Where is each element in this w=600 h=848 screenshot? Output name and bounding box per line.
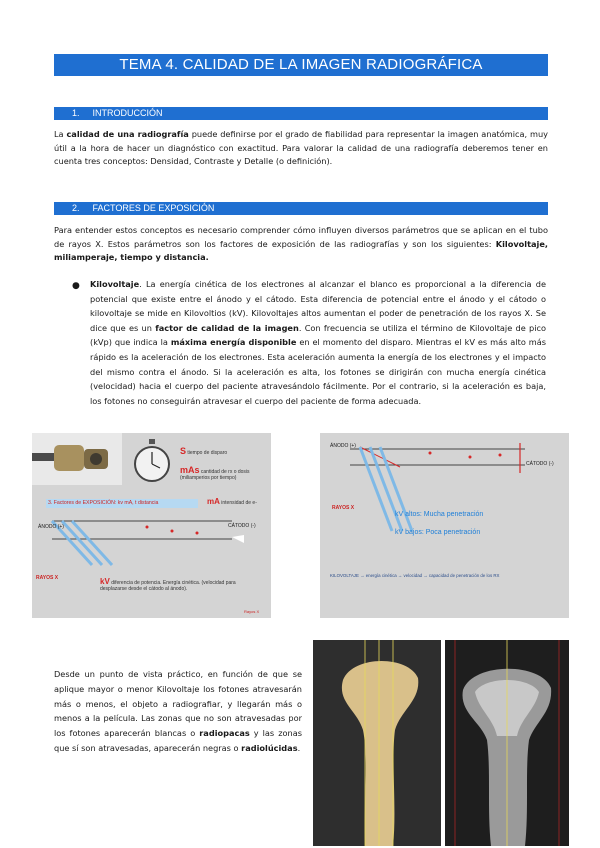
xray-tube-photo	[32, 433, 122, 485]
slide1-rayos: RAYOS X	[36, 575, 59, 581]
section-number: 1.	[72, 108, 80, 118]
section-label: INTRODUCCIÓN	[92, 108, 163, 118]
kv-alto-text: kV altos: Mucha penetración	[395, 511, 484, 518]
section-label: FACTORES DE EXPOSICIÓN	[92, 203, 215, 213]
section-number: 2.	[72, 203, 80, 213]
bottom-text-2: y las zonas que sí son atravesadas, aparecerán negras o	[54, 728, 302, 753]
kv-bold-2: factor de calidad de la imagen	[155, 322, 299, 333]
xray-image	[445, 640, 569, 846]
slide1-foot: Rayos X	[244, 609, 260, 614]
kv-term: Kilovoltaje	[90, 279, 140, 289]
tube-diagram	[32, 509, 271, 579]
factores-list: Kilovoltaje, miliamperaje, tiempo y distancia.	[54, 238, 548, 262]
kv-text-1: . La energía cinética de los electrones al alcanzar el blanco es proporcional a la diferencia de potencial que existe entre el ánodo y el cátodo. Esta diferencia de potencial entre el ánodo y el cátodo o kilovoltaje se mide en Kilovoltios (kV). Kilovoltajes altos aumentan el poder de penetración de los rayos X. Se dice que es un	[90, 279, 546, 333]
ma-text: intensidad de e-	[221, 500, 257, 506]
slide-kilovoltaje	[320, 433, 569, 618]
bottom-text-3: .	[297, 742, 301, 753]
s-label: S	[180, 446, 187, 456]
slide1-catodo: CÁTODO (-)	[228, 523, 256, 529]
intro-post: puede definirse por el grado de fiabilidad para representar la imagen anatómica, muy útil a la hora de hacer un diagnóstico con exactitud. Para valorar la calidad de una radiografía deberemos tener en cuenta tres conceptos: Densidad, Contraste y Detalle (o definición).	[54, 129, 548, 166]
factores-paragraph	[54, 224, 548, 265]
bone-photo	[313, 640, 441, 846]
ma-label: mA	[207, 497, 220, 506]
bone-image	[313, 640, 441, 846]
page-title: TEMA 4. CALIDAD DE LA IMAGEN RADIOGRÁFICA	[54, 54, 548, 76]
bullet-icon: ●	[72, 281, 80, 291]
kv-bajo-text: kV bajos: Poca penetración	[395, 529, 481, 536]
kv-text-2: . Con frecuencia se utiliza el término de Kilovoltaje de pico (kVp) que indica la	[90, 322, 546, 348]
kv-label: kV	[100, 577, 110, 586]
slide2-foot: KILOVOLTAJE → energía cinética → velocidad → capacidad de penetración de los RX	[330, 573, 500, 578]
kv-text-3: en el momento del disparo. Mientras el kV es más alto más rápido es la aceleración de los electrones. Esta aceleración aumenta la energía de los electrones y el impacto del mismo contra el ánodo. Si la aceleración es alta, los fotones se dirigirán con mucha energía cinética (velocidad) hacia el cuerpo del paciente atravesándolo fácilmente. Por el contrario, si la aceleración es baja, los fotones no conseguirán atravesar el cuerpo del paciente de forma adecuada.	[90, 337, 547, 406]
section-heading-factores	[54, 202, 548, 215]
slide1-anodo: ÁNODO (+)	[38, 524, 64, 530]
intro-term: calidad de una radiografía	[66, 129, 189, 139]
intro-paragraph	[54, 128, 548, 169]
xray-tube-icon	[32, 433, 122, 485]
mas-text: cantidad de rx o dosis (miliamperios por tiempo)	[180, 469, 250, 481]
slide-factores-exposicion	[32, 433, 271, 618]
slide2-rayos: RAYOS X	[332, 505, 355, 511]
slide2-anodo: ÁNODO (+)	[330, 443, 356, 449]
practical-paragraph	[54, 667, 302, 756]
s-text: tiempo de disparo	[187, 450, 228, 456]
kv-bold-3: máxima energía disponible	[170, 337, 297, 348]
mas-label: mAs	[180, 465, 200, 475]
bottom-bold-2: radiolúcidas	[241, 742, 298, 753]
tube-diagram-penetracion	[320, 433, 569, 543]
kv-text: diferencia de potencia. Energía cinética. (velocidad para desplazarse desde el cátodo al ánodo).	[100, 580, 236, 592]
bottom-bold-1: radiopacas	[199, 728, 250, 739]
kilovoltaje-paragraph	[90, 277, 546, 408]
xray-photo	[445, 640, 569, 846]
intro-pre: La	[54, 129, 67, 139]
bottom-text-1: Desde un punto de vista práctico, en función de que se aplique mayor o menor Kilovoltaje los fotones atravesarán más o menos, el objeto a radiografiar, y llegarán más o menos a la película. Las zonas que no son atravesadas por los fotones aparecerán blancas o	[54, 669, 302, 739]
stopwatch-icon	[132, 439, 172, 483]
slide2-catodo: CÁTODO (-)	[526, 461, 554, 467]
slide-header: 3. Factores de EXPOSICIÓN: kv mA, t distancia	[46, 499, 198, 508]
factores-text: Para entender estos conceptos es necesario comprender cómo influyen diversos parámetros que se aplican en el tubo de rayos X. Estos parámetros son los factores de exposición de las radiografías y son los siguientes:	[54, 225, 548, 249]
section-heading-introduccion	[54, 107, 548, 120]
